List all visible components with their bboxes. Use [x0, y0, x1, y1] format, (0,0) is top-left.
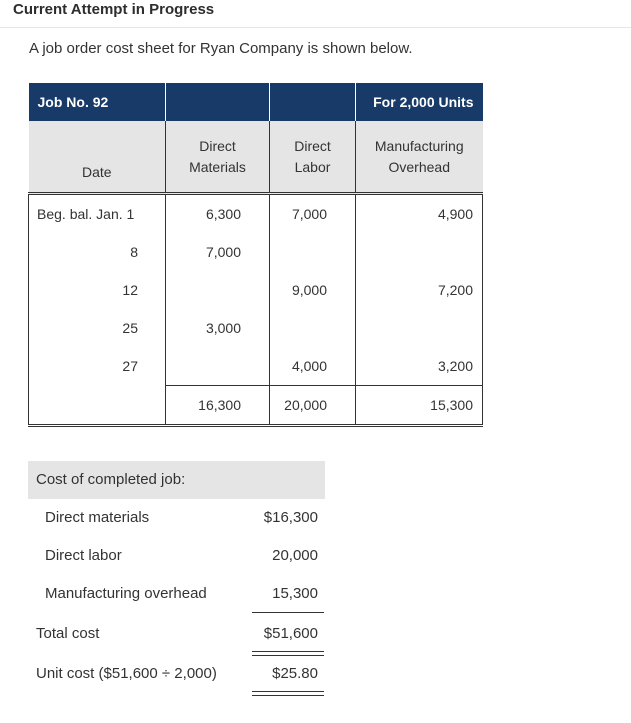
total-manufacturing-overhead: 15,300	[356, 386, 483, 426]
page-title: Current Attempt in Progress	[13, 1, 215, 18]
direct-labor-value: 20,000	[272, 547, 318, 564]
row-manufacturing-overhead: 4,900	[356, 194, 483, 234]
totals-row	[29, 386, 483, 426]
table-row	[29, 271, 483, 309]
total-direct-materials: 16,300	[166, 386, 270, 426]
intro-text: A job order cost sheet for Ryan Company is shown below.	[29, 40, 413, 57]
row-date: 12	[29, 271, 166, 309]
row-direct-labor	[270, 233, 356, 271]
direct-labor-label: Direct labor	[45, 547, 122, 564]
row-date: 8	[29, 233, 166, 271]
total-cost-label: Total cost	[36, 625, 100, 642]
column-header-row	[29, 121, 483, 194]
total-cost-value: $51,600	[263, 625, 318, 642]
column-header-direct-labor: Direct Labor	[270, 121, 356, 194]
row-direct-labor: 9,000	[270, 271, 356, 309]
row-date: Beg. bal. Jan. 1	[29, 194, 166, 234]
row-direct-labor: 4,000	[270, 347, 356, 386]
row-date: 27	[29, 347, 166, 386]
table-row	[29, 347, 483, 386]
subtotal-rule	[252, 612, 324, 613]
row-direct-labor	[270, 309, 356, 347]
unit-cost-double-rule	[252, 691, 324, 696]
table-row	[29, 233, 483, 271]
total-double-rule	[252, 651, 324, 656]
manufacturing-overhead-value: 15,300	[272, 585, 318, 602]
manufacturing-overhead-label: Manufacturing overhead	[45, 585, 207, 602]
job-number: Job No. 92	[29, 83, 166, 121]
row-direct-materials: 3,000	[166, 309, 270, 347]
column-header-date: Date	[29, 121, 166, 194]
table-row	[29, 309, 483, 347]
direct-materials-label: Direct materials	[45, 509, 150, 526]
row-direct-materials	[166, 347, 270, 386]
row-date: 25	[29, 309, 166, 347]
column-header-manufacturing-overhead: Manufacturing Overhead	[356, 121, 483, 194]
column-header-direct-materials: Direct Materials	[166, 121, 270, 194]
cost-of-completed-job-header: Cost of completed job:	[28, 461, 325, 499]
row-direct-materials	[166, 271, 270, 309]
header-divider	[0, 27, 631, 28]
job-order-cost-sheet	[28, 83, 483, 427]
units-label: For 2,000 Units	[356, 83, 483, 121]
direct-materials-value: $16,300	[263, 509, 318, 526]
row-direct-labor: 7,000	[270, 194, 356, 234]
row-direct-materials: 6,300	[166, 194, 270, 234]
row-manufacturing-overhead	[356, 233, 483, 271]
total-direct-labor: 20,000	[270, 386, 356, 426]
row-manufacturing-overhead: 3,200	[356, 347, 483, 386]
row-direct-materials: 7,000	[166, 233, 270, 271]
unit-cost-label: Unit cost ($51,600 ÷ 2,000)	[36, 665, 217, 682]
row-manufacturing-overhead	[356, 309, 483, 347]
table-row	[29, 194, 483, 234]
unit-cost-value: $25.80	[272, 665, 318, 682]
sheet-title-row	[29, 83, 483, 121]
row-manufacturing-overhead: 7,200	[356, 271, 483, 309]
